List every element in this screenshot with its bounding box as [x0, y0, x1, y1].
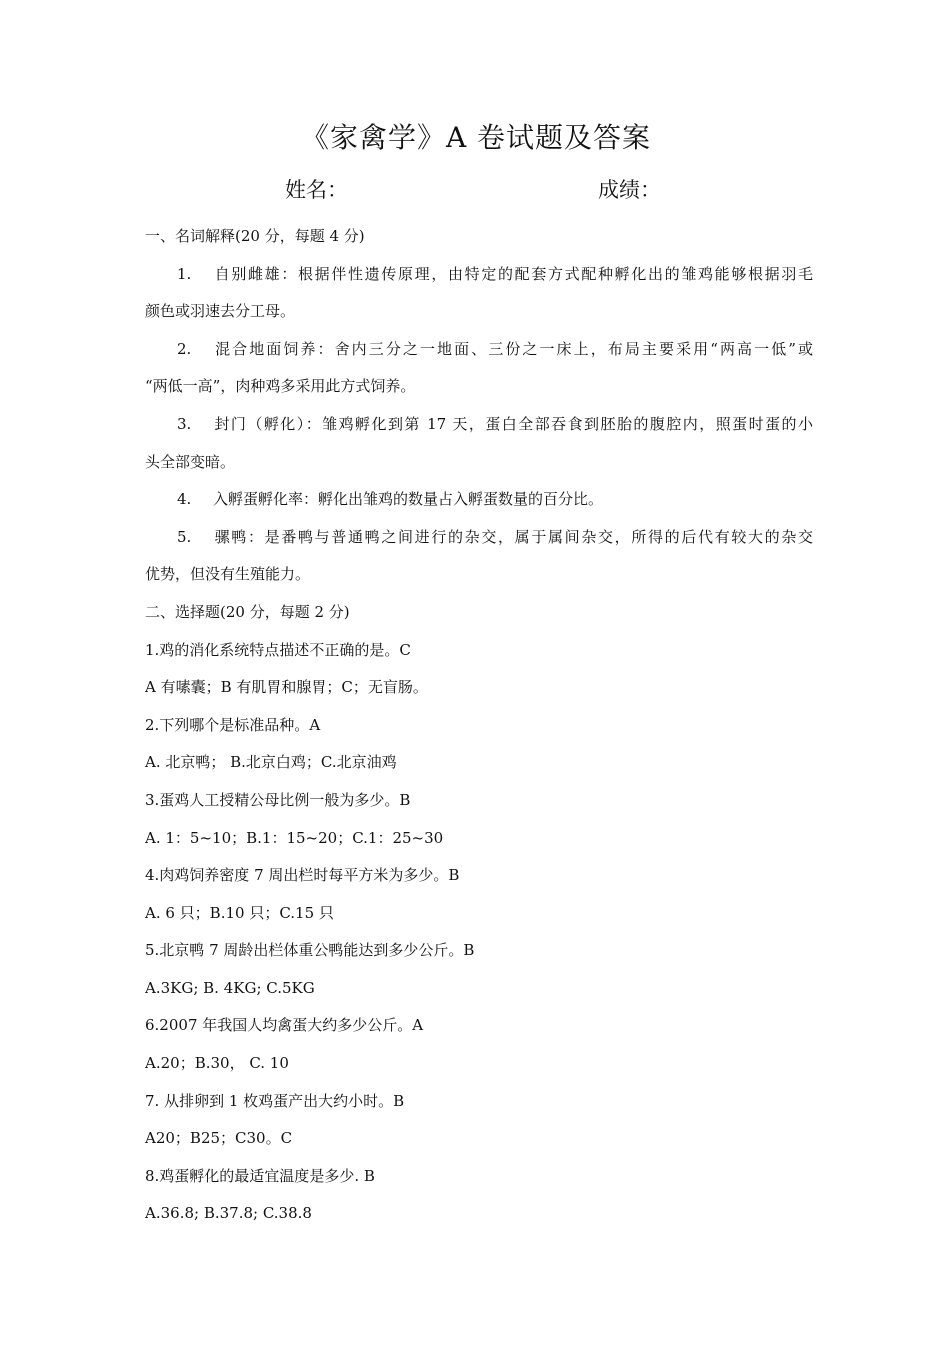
item-number: 1. [177, 264, 192, 283]
question-6-options: A.20；B.30， C. 10 [145, 1054, 289, 1073]
item-text: 封门（孵化）：雏鸡孵化到第 17 天，蛋白全部吞食到胚胎的腹腔内，照蛋时蛋的小 [213, 414, 813, 433]
question-6: 6.2007 年我国人均禽蛋大约多少公斤。A [145, 1016, 424, 1035]
question-7-options: A20；B25；C30。C [145, 1129, 293, 1148]
definition-item-3-cont: 头全部变暗。 [145, 452, 236, 471]
question-3-options: A. 1：5~10；B.1：15~20；C.1：25~30 [145, 828, 444, 847]
item-number: 3. [177, 414, 192, 433]
definition-item-1 [145, 256, 813, 294]
question-5-options: A.3KG; B. 4KG; C.5KG [145, 978, 315, 997]
definition-item-2 [145, 331, 813, 369]
question-4: 4.肉鸡饲养密度 7 周出栏时每平方米为多少。B [145, 866, 460, 885]
section-heading-multiple-choice: 二、选择题(20 分，每题 2 分) [145, 602, 350, 621]
definition-item-1-cont: 颜色或羽速去分工母。 [145, 302, 296, 321]
document-title: 《家禽学》A 卷试题及答案 [300, 121, 652, 154]
item-number: 4. [177, 490, 192, 509]
document-body [145, 218, 813, 1233]
item-text: 混合地面饲养：舍内三分之一地面、三份之一床上，布局主要采用“两高一低”或 [213, 339, 813, 358]
name-label: 姓名： [285, 178, 348, 202]
question-7: 7. 从排卵到 1 枚鸡蛋产出大约小时。B [145, 1091, 405, 1110]
definition-item-5-cont: 优势，但没有生殖能力。 [145, 565, 311, 584]
question-2-options: A. 北京鸭； B.北京白鸡；C.北京油鸡 [145, 753, 397, 772]
item-number: 2. [177, 339, 192, 358]
definition-item-3 [145, 406, 813, 444]
question-1: 1.鸡的消化系统特点描述不正确的是。C [145, 640, 411, 659]
question-8-options: A.36.8; B.37.8; C.38.8 [145, 1204, 312, 1223]
score-label: 成绩： [598, 178, 661, 202]
question-3: 3.蛋鸡人工授精公母比例一般为多少。B [145, 790, 411, 809]
definition-item-2-cont: “两低一高”，肉种鸡多采用此方式饲养。 [145, 377, 416, 396]
section-heading-definitions: 一、名词解释(20 分，每题 4 分) [145, 227, 365, 245]
question-4-options: A. 6 只；B.10 只；C.15 只 [145, 903, 334, 922]
definition-item-5 [145, 519, 813, 557]
item-text: 自别雌雄：根据伴性遗传原理，由特定的配套方式配种孵化出的雏鸡能够根据羽毛 [213, 264, 813, 283]
question-1-options: A 有嗉囊；B 有肌胃和腺胃；C；无盲肠。 [145, 678, 428, 697]
item-text: 入孵蛋孵化率：孵化出雏鸡的数量占入孵蛋数量的百分比。 [213, 490, 604, 509]
item-number: 5. [177, 527, 192, 546]
question-5: 5.北京鸭 7 周龄出栏体重公鸭能达到多少公斤。B [145, 941, 475, 960]
item-text: 骡鸭：是番鸭与普通鸭之间进行的杂交，属于属间杂交，所得的后代有较大的杂交 [213, 527, 813, 546]
question-8: 8.鸡蛋孵化的最适宜温度是多少. B [145, 1166, 375, 1185]
definition-item-4 [145, 481, 813, 519]
question-2: 2.下列哪个是标准品种。A [145, 715, 321, 734]
